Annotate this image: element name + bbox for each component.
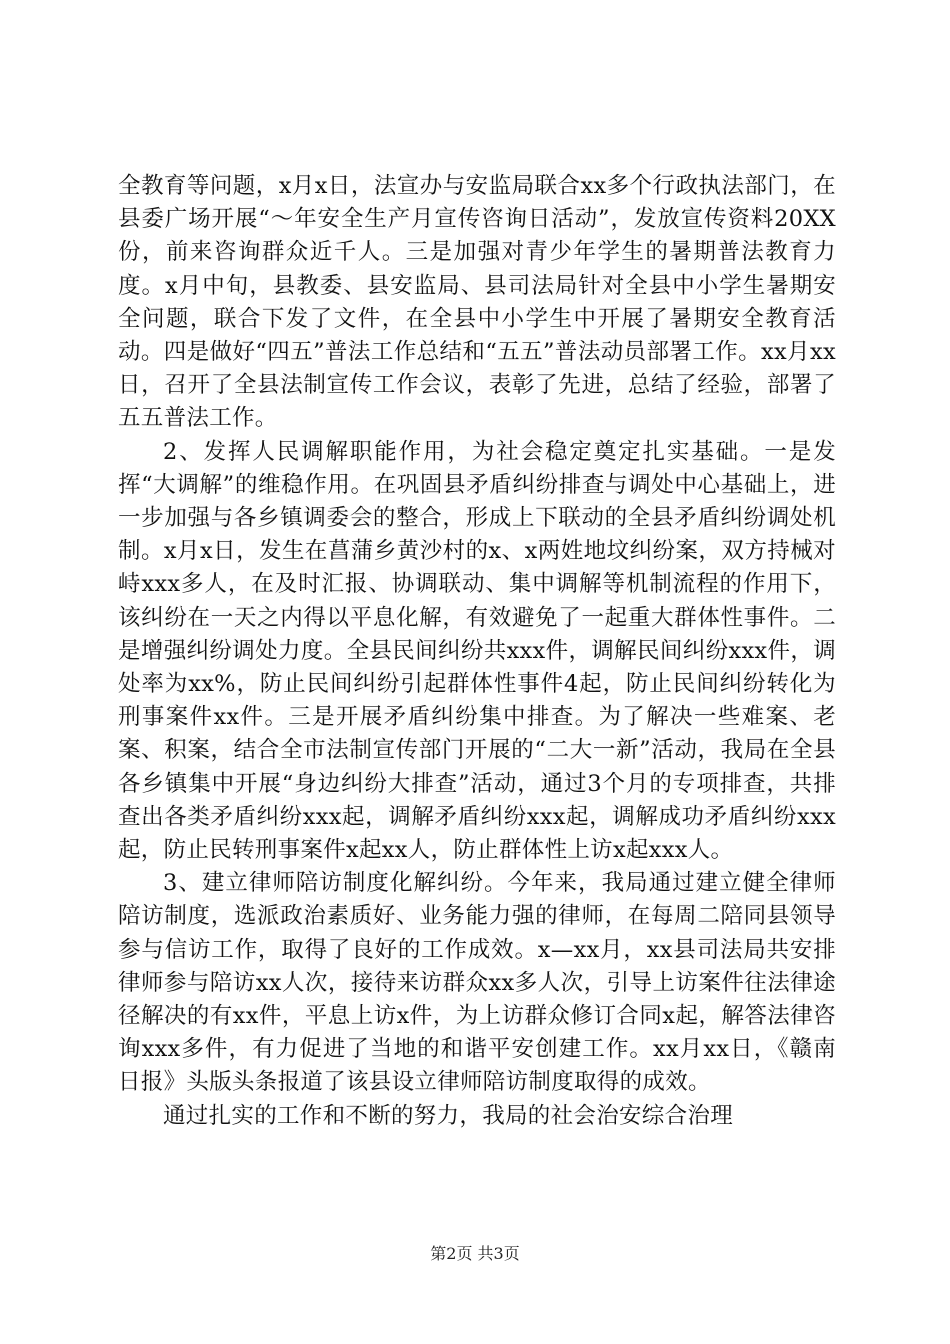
page-footer (0, 1244, 950, 1264)
paragraph-lawyer-visits: 3、建立律师陪访制度化解纠纷。今年来，我局通过建立健全律师陪访制度，选派政治素质好、业务能力强的律师，在每周二陪同县领导参与信访工作，取得了良好的工作成效。x—xx月，xx县司法局共安排律师参与陪访xx人次，接待来访群众xx多人次，引导上访案件往法律途径解决的有xx件，平息上访x件，为上访群众修订合同x起，解答法律咨询xxx多件，有力促进了当地的和谐平安创建工作。xx月xx日，《赣南日报》头版头条报道了该县设立律师陪访制度取得的成效。 (118, 870, 836, 1096)
paragraph-continuation: 全教育等问题，x月x日，法宣办与安监局联合xx多个行政执法部门，在县委广场开展“～年安全生产月宣传咨询日活动”，发放宣传资料20XX份，前来咨询群众近千人。三是加强对青少年学生的暑期普法教育力度。x月中旬，县教委、县安监局、县司法局针对全县中小学生暑期安全问题，联合下发了文件，在全县中小学生中开展了暑期安全教育活动。四是做好“四五”普法工作总结和“五五”普法动员部署工作。xx月xx日，召开了全县法制宣传工作会议，表彰了先进，总结了经验，部署了五五普法工作。 (118, 173, 836, 432)
document-body (118, 170, 836, 1133)
page-number-label: 第2页 共3页 (430, 1244, 520, 1263)
paragraph-mediation: 2、发挥人民调解职能作用，为社会稳定奠定扎实基础。一是发挥“大调解”的维稳作用。在巩固县矛盾纠纷排查与调处中心基础上，进一步加强与各乡镇调委会的整合，形成上下联动的全县矛盾纠纷调处机制。x月x日，发生在菖蒲乡黄沙村的x、x两姓地坟纠纷案，双方持械对峙xxx多人，在及时汇报、协调联动、集中调解等机制流程的作用下，该纠纷在一天之内得以平息化解，有效避免了一起重大群体性事件。二是增强纠纷调处力度。全县民间纠纷共xxx件，调解民间纠纷xxx件，调处率为xx%，防止民间纠纷引起群体性事件4起，防止民间纠纷转化为刑事案件xx件。三是开展矛盾纠纷集中排查。为了解决一些难案、老案、积案，结合全市法制宣传部门开展的“二大一新”活动，我局在全县各乡镇集中开展“身边纠纷大排查”活动，通过3个月的专项排查，共排查出各类矛盾纠纷xxx起，调解矛盾纠纷xxx起，调解成功矛盾纠纷xxx起，防止民转刑事案件x起xx人，防止群体性上访x起xxx人。 (118, 438, 836, 864)
paragraph-summary-start: 通过扎实的工作和不断的努力，我局的社会治安综合治理 (163, 1102, 734, 1129)
